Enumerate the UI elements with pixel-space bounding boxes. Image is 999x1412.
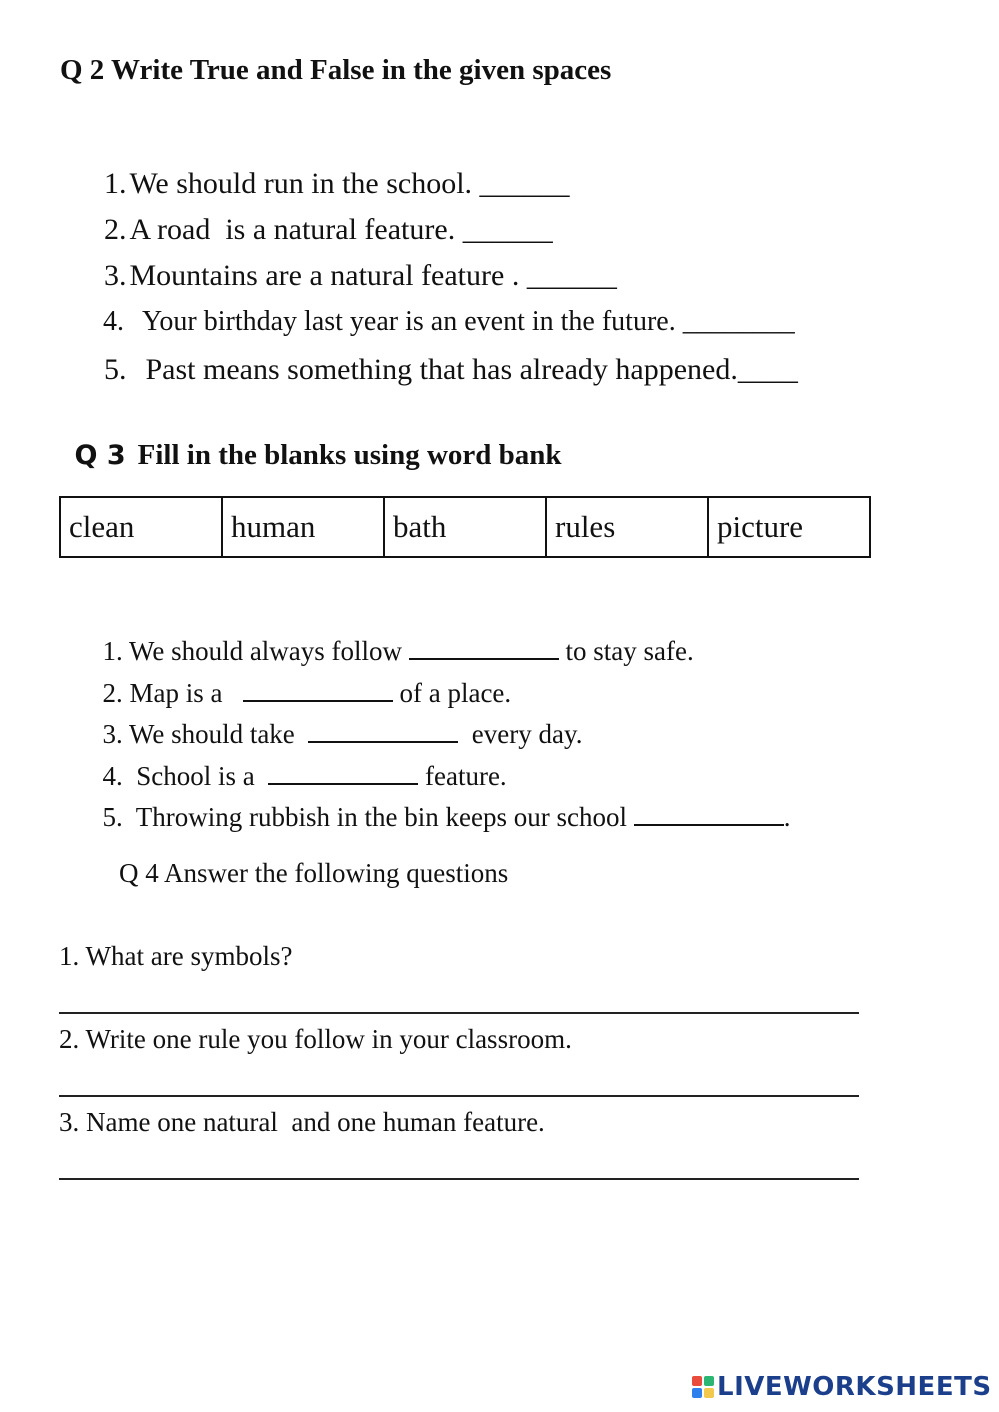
word-bank-cell: rules	[546, 497, 708, 557]
item-text-after: of a place.	[392, 678, 512, 708]
item-text-before: 5. Throwing rubbish in the bin keeps our school	[102, 802, 634, 832]
liveworksheets-icon	[692, 1376, 714, 1398]
liveworksheets-logo	[692, 1374, 992, 1400]
item-number: 2.	[104, 213, 127, 246]
answer-line-1[interactable]	[59, 1012, 859, 1014]
q3-label: Q 3	[74, 440, 126, 471]
item-text: Past means something that has already happened.____	[145, 353, 798, 386]
word-bank-cell: clean	[60, 497, 222, 557]
item-text-before: 1. We should always follow	[102, 636, 409, 666]
q4-question-1: 1. What are symbols?	[59, 941, 293, 971]
q3-title-text: Fill in the blanks using word bank	[137, 439, 562, 471]
q4-question-2: 2. Write one rule you follow in your classroom.	[59, 1024, 572, 1054]
q3-title	[60, 412, 562, 470]
item-text-after: .	[783, 802, 791, 832]
item-number: 3.	[104, 259, 127, 292]
q4-question-3: 3. Name one natural and one human feature.	[59, 1107, 545, 1137]
word-bank-table	[59, 496, 871, 558]
item-number: 5.	[104, 353, 127, 386]
word-bank-cell: picture	[708, 497, 870, 557]
item-text-after: to stay safe.	[558, 636, 694, 666]
answer-line-2[interactable]	[59, 1095, 859, 1097]
q3-item-5	[89, 777, 790, 831]
item-text: A road is a natural feature. ______	[129, 213, 553, 246]
q2-item-5	[89, 325, 798, 385]
item-number: 1.	[104, 167, 127, 200]
item-text: Your birthday last year is an event in the future. ________	[142, 306, 795, 337]
blank-line[interactable]	[634, 823, 784, 826]
item-text-after: every day.	[458, 719, 583, 749]
q2-title: Q 2 Write True and False in the given spaces	[60, 54, 612, 86]
item-text-before: 3. We should take	[102, 719, 309, 749]
answer-line-3[interactable]	[59, 1178, 859, 1180]
word-bank-cell: bath	[384, 497, 546, 557]
brand-name: LIVEWORKSHEETS	[717, 1372, 992, 1402]
item-text: We should run in the school. ______	[129, 167, 570, 200]
q4-title: Q 4 Answer the following questions	[119, 858, 509, 888]
item-text-before: 2. Map is a	[102, 678, 243, 708]
item-text-before: 4. School is a	[102, 761, 269, 791]
item-text: Mountains are a natural feature . ______	[129, 259, 617, 292]
word-bank-row	[60, 497, 870, 557]
item-number: 4.	[103, 306, 124, 337]
item-text-after: feature.	[418, 761, 507, 791]
word-bank-cell: human	[222, 497, 384, 557]
